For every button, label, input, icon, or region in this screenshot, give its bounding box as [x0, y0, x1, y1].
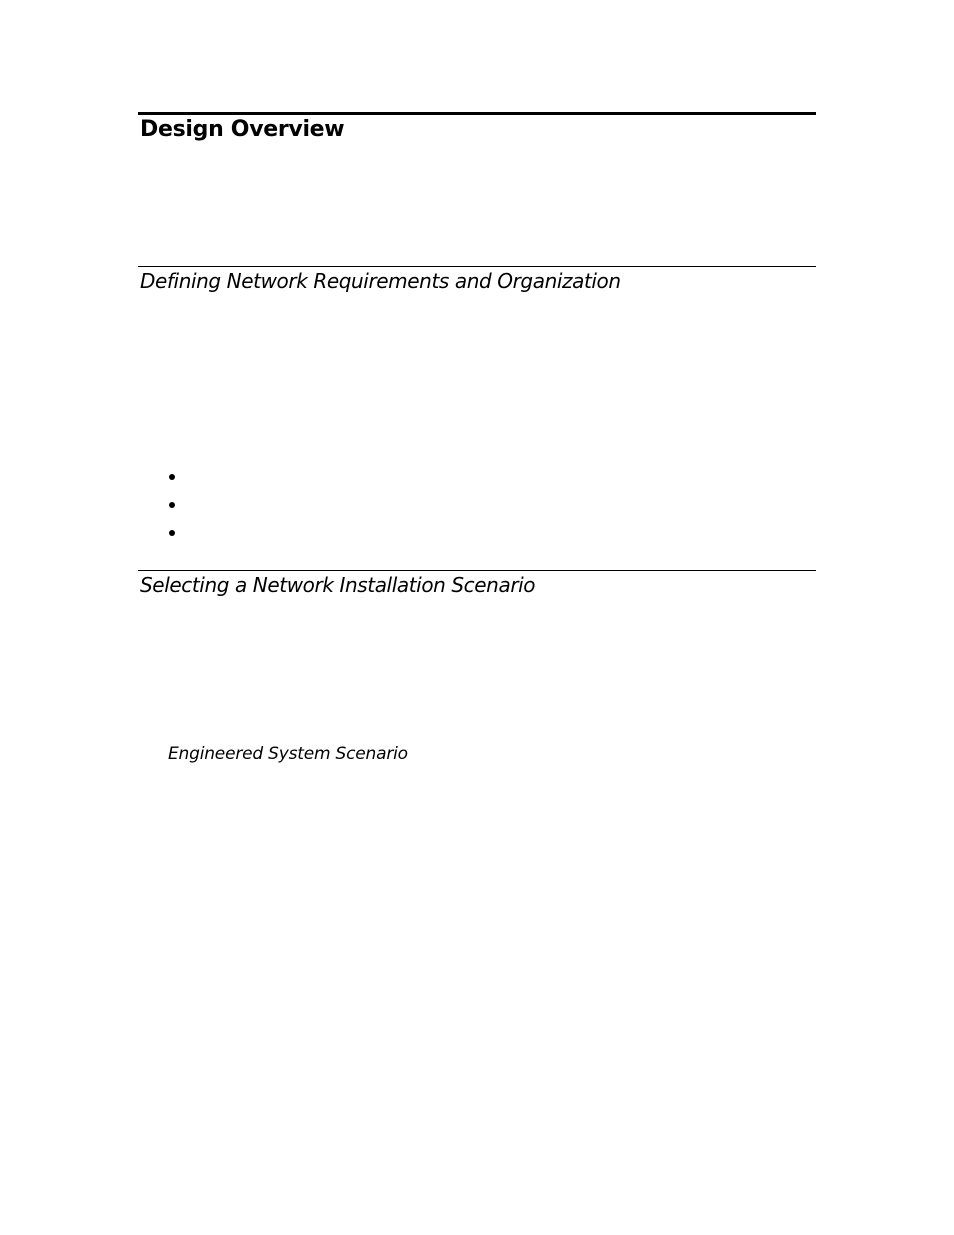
list-item	[166, 522, 186, 550]
list-item	[166, 466, 186, 494]
title-rule	[138, 112, 816, 115]
section-heading-network-requirements: Defining Network Requirements and Organization	[140, 269, 621, 293]
page-title: Design Overview	[140, 117, 345, 142]
section-rule	[138, 570, 816, 571]
bullet-icon	[169, 530, 175, 536]
bullet-icon	[169, 502, 175, 508]
list-item	[166, 494, 186, 522]
section-rule	[138, 266, 816, 267]
bullet-list	[166, 466, 186, 550]
engineered-system-scenario-reference[interactable]: Engineered System Scenario	[168, 744, 408, 764]
section-heading-installation-scenario: Selecting a Network Installation Scenario	[140, 573, 536, 597]
bullet-icon	[169, 474, 175, 480]
